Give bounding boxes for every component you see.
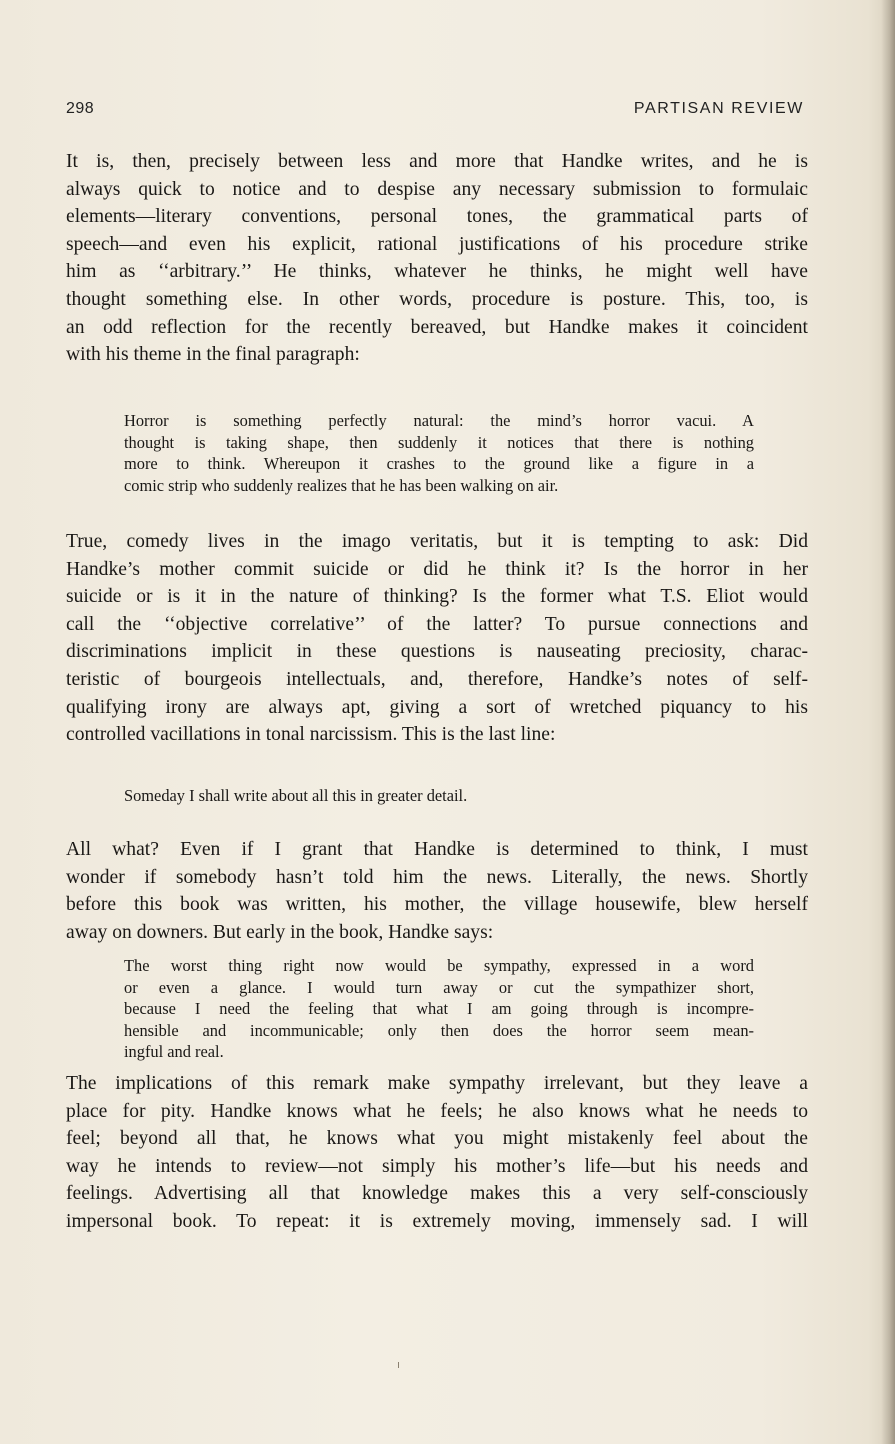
quote-line: more to think. Whereupon it crashes to the ground like a figure in a <box>124 454 754 474</box>
text-line: discriminations implicit in these questions is nauseating preciosity, charac- <box>66 641 808 663</box>
block-quote-2 <box>124 785 754 807</box>
quote-line: or even a glance. I would turn away or cut the sympathizer short, <box>124 977 754 997</box>
text-line: thought something else. In other words, procedure is posture. This, too, is <box>66 288 808 310</box>
block-quote-3 <box>124 955 754 1063</box>
text-line: True, comedy lives in the imago veritatis, but it is tempting to ask: Did <box>66 531 808 552</box>
text-line: It is, then, precisely between less and more that Handke writes, and he is <box>66 151 808 172</box>
paragraph-1 <box>66 148 808 369</box>
text-line: suicide or is it in the nature of thinking? Is the former what T.S. Eliot would <box>66 586 808 608</box>
running-head <box>66 100 804 122</box>
text-line: place for pity. Handke knows what he feels; he also knows what he needs to <box>66 1100 808 1122</box>
text-line: feelings. Advertising all that knowledge makes this a very self-consciously <box>66 1183 808 1205</box>
text-line: controlled vacillations in tonal narcissism. This is the last line: <box>66 724 556 746</box>
text-line: teristic of bourgeois intellectuals, and, therefore, Handke’s notes of self- <box>66 668 808 690</box>
text-line: Handke’s mother commit suicide or did he think it? Is the horror in her <box>66 558 808 580</box>
quote-line: because I need the feeling that what I am going through is incompre- <box>124 999 754 1019</box>
quote-line: Someday I shall write about all this in greater detail. <box>124 786 468 805</box>
quote-line: Horror is something perfectly natural: the mind’s horror vacui. A <box>124 411 754 430</box>
quote-line: The worst thing right now would be sympathy, expressed in a word <box>124 956 754 975</box>
block-quote-1 <box>124 410 754 496</box>
text-line: The implications of this remark make sympathy irrelevant, but they leave a <box>66 1073 808 1094</box>
text-line: always quick to notice and to despise any necessary submission to formulaic <box>66 178 808 200</box>
text-line: before this book was written, his mother, the village housewife, blew herself <box>66 894 808 916</box>
page-number: 298 <box>66 100 95 117</box>
paragraph-4 <box>66 1070 808 1236</box>
text-line: wonder if somebody hasn’t told him the news. Literally, the news. Shortly <box>66 866 808 888</box>
text-line: him as ‘‘arbitrary.’’ He thinks, whatever he thinks, he might well have <box>66 261 808 283</box>
text-line: call the ‘‘objective correlative’’ of the latter? To pursue connections and <box>66 613 808 635</box>
paragraph-2 <box>66 528 808 749</box>
text-line: an odd reflection for the recently bereaved, but Handke makes it coincident <box>66 316 808 338</box>
quote-line: ingful and real. <box>124 1042 224 1062</box>
print-mark <box>398 1362 399 1368</box>
quote-line: comic strip who suddenly realizes that he has been walking on air. <box>124 475 559 495</box>
page-edge-shadow <box>881 0 895 1444</box>
text-line: qualifying irony are always apt, giving a sort of wretched piquancy to his <box>66 696 808 718</box>
paragraph-3 <box>66 836 808 946</box>
text-line: feel; beyond all that, he knows what you might mistakenly feel about the <box>66 1128 808 1150</box>
text-line: with his theme in the final paragraph: <box>66 344 360 366</box>
text-line: away on downers. But early in the book, Handke says: <box>66 921 494 943</box>
journal-title: PARTISAN REVIEW <box>633 100 804 117</box>
text-line: way he intends to review—not simply his mother’s life—but his needs and <box>66 1155 808 1177</box>
quote-line: thought is taking shape, then suddenly it notices that there is nothing <box>124 432 754 452</box>
text-line: speech—and even his explicit, rational justifications of his procedure strike <box>66 233 808 255</box>
text-line: elements—literary conventions, personal tones, the grammatical parts of <box>66 206 808 228</box>
text-line: All what? Even if I grant that Handke is determined to think, I must <box>66 839 808 860</box>
text-line: impersonal book. To repeat: it is extremely moving, immensely sad. I will <box>66 1210 808 1232</box>
quote-line: hensible and incommunicable; only then does the horror seem mean- <box>124 1020 754 1040</box>
